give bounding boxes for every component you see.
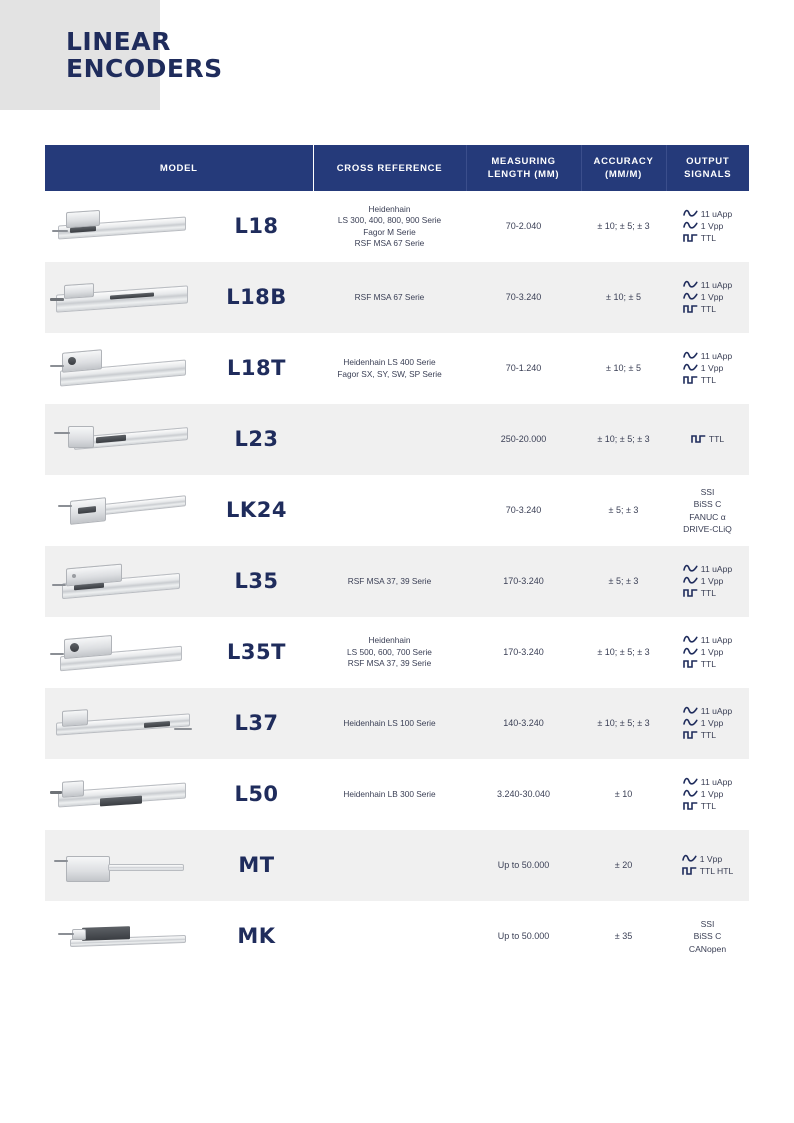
signal-label: TTL xyxy=(700,658,717,669)
table-row xyxy=(45,262,749,333)
cross-reference xyxy=(313,830,466,901)
model-name: L23 xyxy=(200,404,313,475)
signal-label: SSI xyxy=(700,918,715,929)
sine-wave-icon xyxy=(683,280,698,289)
signal-list xyxy=(683,776,732,812)
measuring-length: 70-3.240 xyxy=(466,262,581,333)
signal-item xyxy=(683,374,732,386)
model-name: L18B xyxy=(200,262,313,333)
signal-item xyxy=(683,279,732,291)
accuracy: ± 20 xyxy=(581,830,666,901)
square-wave-icon xyxy=(682,866,697,875)
table-row xyxy=(45,830,749,901)
output-signals xyxy=(666,475,749,546)
measuring-length: Up to 50.000 xyxy=(497,930,550,941)
cross-reference-line: LS 500, 600, 700 Serie xyxy=(347,646,432,657)
signal-item xyxy=(682,865,734,877)
spec-table-container xyxy=(45,145,749,972)
column-header-accuracy-line2: (ΜM/M) xyxy=(605,169,642,180)
table-row xyxy=(45,333,749,404)
cross-reference-line: LS 300, 400, 800, 900 Serie xyxy=(337,215,442,225)
accuracy: ± 10; ± 5; ± 3 xyxy=(581,688,666,759)
cross-reference-line: Fagor SX, SY, SW, SP Serie xyxy=(337,368,442,379)
sine-wave-icon xyxy=(682,854,697,863)
signal-list xyxy=(683,208,732,244)
output-signals xyxy=(666,404,749,475)
accuracy: ± 10 xyxy=(614,788,633,799)
product-image-cell xyxy=(45,688,200,759)
cross-reference-line: Heidenhain LS 100 Serie xyxy=(343,717,436,728)
signal-label: 11 uApp xyxy=(700,208,733,219)
sine-wave-icon xyxy=(683,564,698,573)
signal-label: 11 uApp xyxy=(700,350,733,361)
sine-wave-icon xyxy=(683,647,698,656)
linear-encoder-l35t xyxy=(48,623,198,683)
signal-label: 1 Vpp xyxy=(700,717,724,728)
signal-label: 1 Vpp xyxy=(700,646,724,657)
measuring-length: 70-2.040 xyxy=(505,220,542,231)
signal-label: 1 Vpp xyxy=(700,362,724,373)
linear-encoder-l18t xyxy=(48,339,198,399)
signal-label: 11 uApp xyxy=(700,776,733,787)
cross-reference xyxy=(313,262,466,333)
signal-item xyxy=(683,575,732,587)
measuring-length: 140-3.240 xyxy=(466,688,581,759)
signal-list xyxy=(683,563,732,599)
linear-encoder-l35 xyxy=(48,552,198,612)
signal-item xyxy=(683,646,732,658)
square-wave-icon xyxy=(683,659,698,668)
accuracy: ± 5; ± 3 xyxy=(608,504,639,515)
accuracy: ± 5; ± 3 xyxy=(581,546,666,617)
sine-wave-icon xyxy=(683,635,698,644)
signal-item xyxy=(683,788,732,800)
signal-list xyxy=(683,634,732,670)
signal-item xyxy=(683,362,732,374)
signal-item xyxy=(683,208,732,220)
signal-list xyxy=(691,433,724,445)
sine-wave-icon xyxy=(683,789,698,798)
accuracy: ± 10; ± 5 xyxy=(606,362,641,373)
accuracy: ± 10; ± 5; ± 3 xyxy=(597,220,650,231)
column-header-model: MODEL xyxy=(45,145,313,191)
product-image-cell xyxy=(45,546,200,617)
product-image-cell xyxy=(45,404,200,475)
cross-reference-line: RSF MSA 37, 39 Serie xyxy=(347,658,432,669)
signal-list xyxy=(683,705,732,741)
signal-label: 11 uApp xyxy=(700,634,733,645)
model-name: L50 xyxy=(234,781,279,806)
cross-reference xyxy=(313,475,466,546)
signal-label: TTL xyxy=(700,232,717,243)
output-signals xyxy=(666,901,749,972)
signal-list xyxy=(683,487,732,535)
column-header-cross-reference: CROSS REFERENCE xyxy=(313,145,466,191)
product-image-cell xyxy=(45,262,200,333)
output-signals xyxy=(666,191,749,262)
page-title-line1: LINEAR xyxy=(66,27,171,56)
signal-label: 11 uApp xyxy=(700,705,733,716)
sine-wave-icon xyxy=(683,777,698,786)
cross-reference-line: Heidenhain xyxy=(368,635,411,646)
square-wave-icon xyxy=(683,375,698,384)
square-wave-icon xyxy=(683,233,698,242)
signal-label: TTL xyxy=(700,374,717,385)
product-image-cell xyxy=(45,617,200,688)
signal-label: TTL xyxy=(700,587,717,598)
signal-list xyxy=(689,919,726,954)
linear-encoder-mk xyxy=(48,907,198,967)
signal-item xyxy=(683,634,732,646)
cross-reference-line: Fagor M Serie xyxy=(363,226,416,237)
signal-label: 11 uApp xyxy=(700,279,733,290)
signal-label: TTL xyxy=(700,303,717,314)
table-row xyxy=(45,191,749,262)
square-wave-icon xyxy=(683,588,698,597)
model-name: L37 xyxy=(200,688,313,759)
signal-label: 1 Vpp xyxy=(700,291,724,302)
accuracy: ± 10; ± 5 xyxy=(581,262,666,333)
cross-reference-line: RSF MSA 67 Serie xyxy=(354,238,425,248)
table-row xyxy=(45,688,749,759)
linear-encoder-l18 xyxy=(48,197,198,257)
linear-encoders-table xyxy=(45,145,749,972)
output-signals xyxy=(666,759,749,830)
model-name: MT xyxy=(200,830,313,901)
measuring-length: 70-3.240 xyxy=(505,504,542,515)
signal-item xyxy=(683,232,732,244)
signal-item xyxy=(683,658,732,670)
table-row xyxy=(45,404,749,475)
table-row xyxy=(45,759,749,830)
model-name: L35 xyxy=(200,546,313,617)
signal-label: BiSS C xyxy=(693,931,722,942)
signal-label: 1 Vpp xyxy=(700,788,724,799)
signal-label: 1 Vpp xyxy=(699,853,723,864)
accuracy: ± 10; ± 5; ± 3 xyxy=(597,646,650,657)
signal-label: BiSS C xyxy=(693,499,722,509)
signal-label: TTL xyxy=(700,800,717,811)
linear-encoder-l50 xyxy=(48,765,198,825)
square-wave-icon xyxy=(691,434,706,443)
signal-item xyxy=(683,717,732,729)
measuring-length: Up to 50.000 xyxy=(466,830,581,901)
cross-reference-line: Heidenhain xyxy=(368,203,411,214)
cross-reference xyxy=(313,546,466,617)
table-row xyxy=(45,617,749,688)
sine-wave-icon xyxy=(683,363,698,372)
column-header-accuracy-line1: ACCURACY xyxy=(593,156,654,167)
page-header xyxy=(0,0,794,125)
square-wave-icon xyxy=(683,730,698,739)
linear-encoder-l37 xyxy=(48,694,198,754)
signal-item xyxy=(683,303,732,315)
column-header-output-line1: OUTPUT xyxy=(686,156,730,167)
signal-label: 1 Vpp xyxy=(700,220,724,231)
sine-wave-icon xyxy=(683,209,698,218)
column-header-measuring-length xyxy=(466,145,581,191)
measuring-length: 3.240-30.040 xyxy=(496,788,551,799)
accuracy: ± 35 xyxy=(614,930,633,941)
output-signals xyxy=(666,688,749,759)
square-wave-icon xyxy=(683,304,698,313)
linear-encoder-l18b xyxy=(48,268,198,328)
cross-reference xyxy=(313,404,466,475)
signal-item xyxy=(683,776,732,788)
signal-label: 11 uApp xyxy=(700,563,733,574)
signal-list xyxy=(683,350,732,386)
model-name: L35T xyxy=(227,639,286,664)
table-body xyxy=(45,191,749,972)
column-header-measuring-length-line1: MEASURING xyxy=(491,156,556,167)
signal-item xyxy=(683,587,732,599)
accuracy: ± 10; ± 5; ± 3 xyxy=(581,404,666,475)
signal-label: DRIVE-CLiQ xyxy=(683,524,732,534)
table-row xyxy=(45,475,749,546)
cross-reference xyxy=(313,688,466,759)
signal-label: 1 Vpp xyxy=(700,575,724,586)
product-image-cell xyxy=(45,901,200,972)
linear-encoder-lk24 xyxy=(48,481,198,541)
page-title xyxy=(66,28,223,82)
output-signals xyxy=(666,617,749,688)
model-name: L18 xyxy=(234,213,279,238)
measuring-length: 170-3.240 xyxy=(503,646,544,657)
signal-list xyxy=(683,279,732,315)
cross-reference xyxy=(313,191,466,262)
output-signals xyxy=(666,262,749,333)
signal-label: SSI xyxy=(700,486,715,497)
sine-wave-icon xyxy=(683,221,698,230)
signal-item xyxy=(691,433,724,445)
signal-label: TTL xyxy=(708,433,725,444)
signal-item xyxy=(682,853,734,865)
output-signals xyxy=(666,830,749,901)
cross-reference xyxy=(313,901,466,972)
signal-item xyxy=(683,563,732,575)
cross-reference xyxy=(313,333,466,404)
column-header-measuring-length-line2: LENGTH (MM) xyxy=(487,169,560,180)
sine-wave-icon xyxy=(683,576,698,585)
model-name: LK24 xyxy=(226,497,287,522)
sine-wave-icon xyxy=(683,351,698,360)
page-title-line2: ENCODERS xyxy=(66,54,223,83)
measuring-length: 250-20.000 xyxy=(466,404,581,475)
signal-item xyxy=(683,705,732,717)
model-name: MK xyxy=(237,923,276,948)
table-row xyxy=(45,901,749,972)
signal-label: CANopen xyxy=(688,943,727,954)
product-image-cell xyxy=(45,333,200,404)
column-header-output-line2: SIGNALS xyxy=(684,169,732,180)
product-image-cell xyxy=(45,830,200,901)
cross-reference-line: RSF MSA 37, 39 Serie xyxy=(347,575,432,586)
signal-item xyxy=(683,800,732,812)
signal-label: TTL HTL xyxy=(699,865,734,876)
signal-label: TTL xyxy=(700,729,717,740)
linear-encoder-mt xyxy=(48,836,198,896)
signal-item xyxy=(683,350,732,362)
signal-item xyxy=(683,729,732,741)
cross-reference xyxy=(313,759,466,830)
product-image-cell xyxy=(45,191,200,262)
signal-item xyxy=(683,291,732,303)
cross-reference-line: Heidenhain LS 400 Serie xyxy=(343,357,436,367)
product-image-cell xyxy=(45,475,200,546)
signal-label: FANUC α xyxy=(689,511,726,522)
column-header-accuracy xyxy=(581,145,666,191)
sine-wave-icon xyxy=(683,706,698,715)
cross-reference-line: Heidenhain LB 300 Serie xyxy=(343,788,436,799)
table-header xyxy=(45,145,749,191)
measuring-length: 170-3.240 xyxy=(466,546,581,617)
signal-list xyxy=(682,853,734,877)
output-signals xyxy=(666,333,749,404)
column-header-output-signals xyxy=(666,145,749,191)
cross-reference-line: RSF MSA 67 Serie xyxy=(354,291,425,302)
table-row xyxy=(45,546,749,617)
sine-wave-icon xyxy=(683,292,698,301)
square-wave-icon xyxy=(683,801,698,810)
signal-item xyxy=(683,220,732,232)
cross-reference xyxy=(313,617,466,688)
product-image-cell xyxy=(45,759,200,830)
output-signals xyxy=(666,546,749,617)
model-name: L18T xyxy=(227,355,286,380)
measuring-length: 70-1.240 xyxy=(505,362,542,373)
linear-encoder-l23 xyxy=(48,410,198,470)
sine-wave-icon xyxy=(683,718,698,727)
